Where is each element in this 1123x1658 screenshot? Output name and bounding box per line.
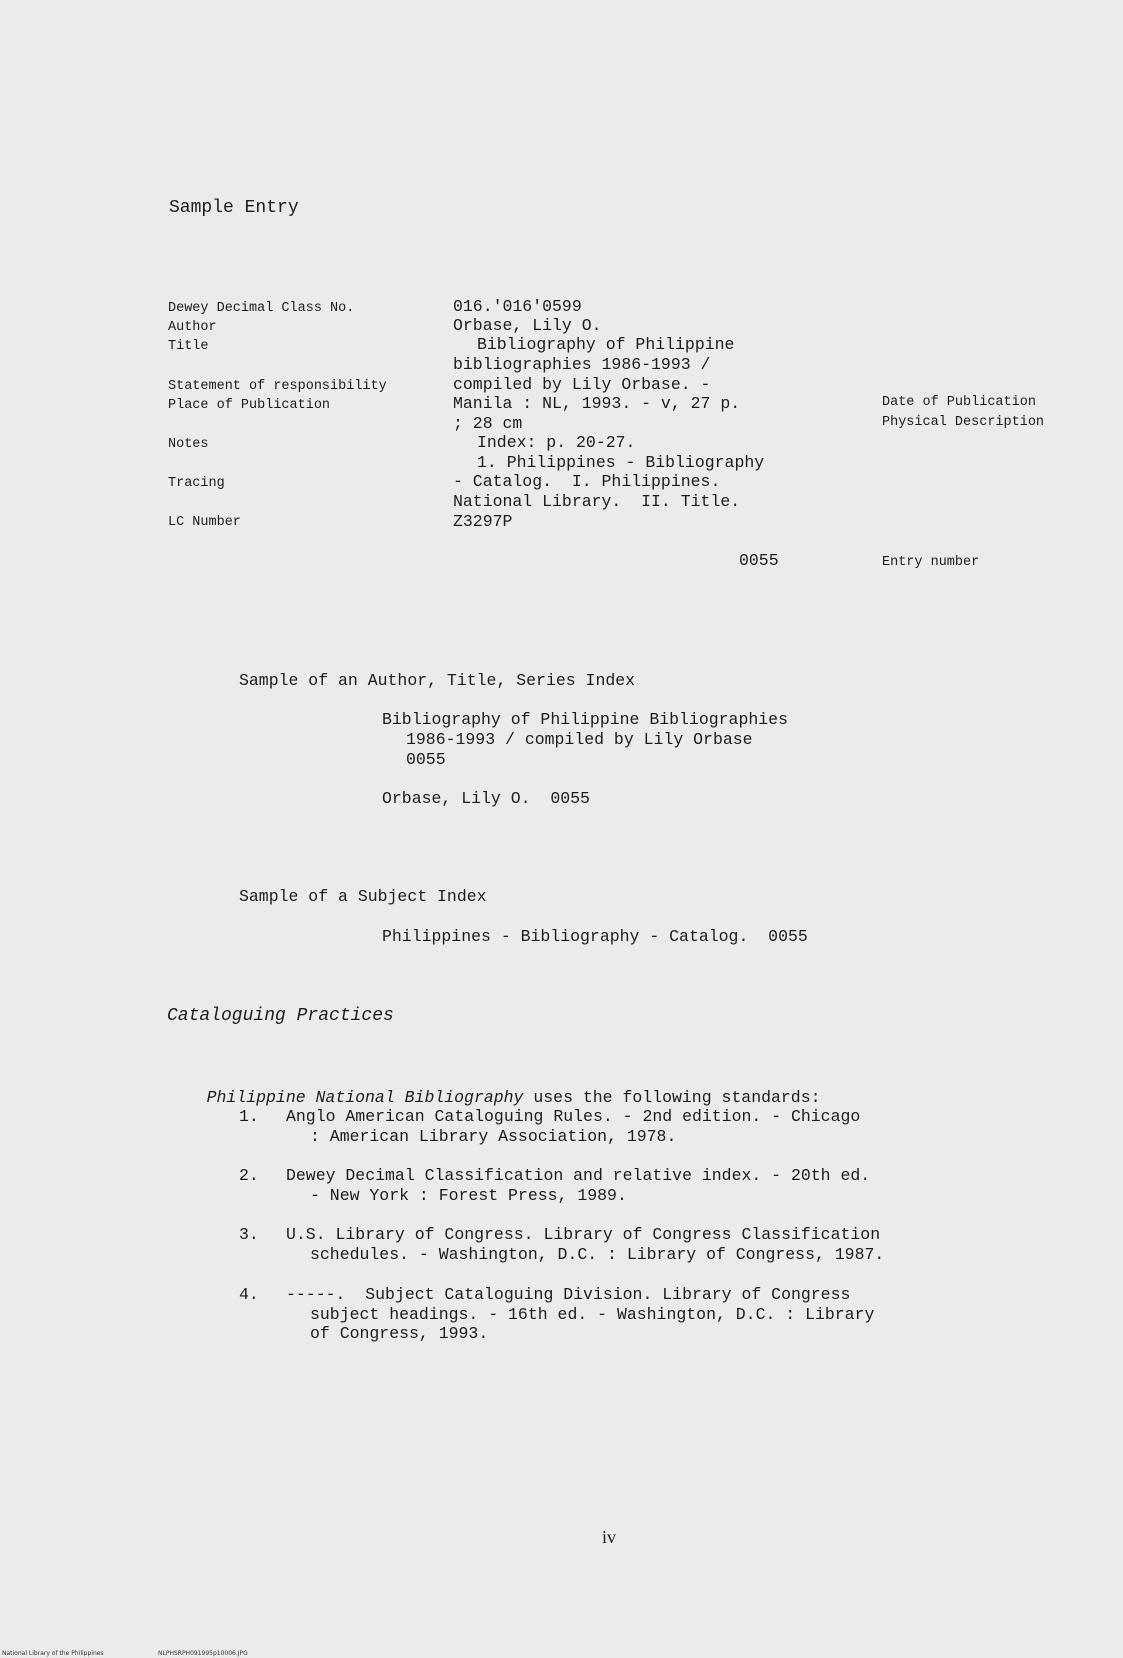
subject-index-line-1: Philippines - Bibliography - Catalog. 0055 bbox=[382, 927, 808, 946]
value-tracing-1: 1. Philippines - Bibliography bbox=[477, 453, 765, 472]
standard-4-line-2: subject headings. - 16th ed. - Washington, D.C. : Library bbox=[310, 1305, 875, 1324]
standard-4-line-3: of Congress, 1993. bbox=[310, 1324, 489, 1343]
value-physical: ; 28 cm bbox=[453, 414, 523, 433]
sample-entry-heading: Sample Entry bbox=[169, 198, 299, 218]
label-tracing: Tracing bbox=[168, 476, 225, 491]
cataloguing-heading: Cataloguing Practices bbox=[167, 1006, 394, 1026]
standard-3-line-1: U.S. Library of Congress. Library of Congress Classification bbox=[286, 1225, 881, 1244]
standard-4-line-1: -----. Subject Cataloguing Division. Library of Congress bbox=[286, 1285, 851, 1304]
author-index-line-4: Orbase, Lily O. 0055 bbox=[382, 789, 590, 808]
standard-1-line-2: : American Library Association, 1978. bbox=[310, 1127, 677, 1146]
value-statement: compiled by Lily Orbase. - bbox=[453, 375, 711, 394]
subject-index-heading: Sample of a Subject Index bbox=[239, 887, 487, 906]
author-index-line-2: 1986-1993 / compiled by Lily Orbase bbox=[406, 730, 753, 749]
standard-2-number: 2. bbox=[239, 1166, 259, 1185]
footer-left: National Library of the Philippines bbox=[2, 1650, 104, 1657]
value-lc: Z3297P bbox=[453, 512, 513, 531]
value-notes: Index: p. 20-27. bbox=[477, 433, 636, 452]
bleed-through bbox=[900, 260, 1100, 960]
value-author: Orbase, Lily O. bbox=[453, 316, 602, 335]
footer-right: NLPHSRPH091995p10006.JPG bbox=[158, 1650, 248, 1657]
page-number: iv bbox=[602, 1527, 617, 1547]
label-entry-number: Entry number bbox=[882, 555, 980, 570]
standard-4-number: 4. bbox=[239, 1285, 259, 1304]
value-tracing-3: National Library. II. Title. bbox=[453, 492, 741, 511]
standard-2-line-2: - New York : Forest Press, 1989. bbox=[310, 1186, 627, 1205]
label-author: Author bbox=[168, 320, 217, 335]
author-index-line-1: Bibliography of Philippine Bibliographies bbox=[382, 710, 788, 729]
standard-3-number: 3. bbox=[239, 1225, 259, 1244]
label-statement: Statement of responsibility bbox=[168, 379, 387, 394]
label-date-of-publication: Date of Publication bbox=[882, 395, 1036, 410]
cataloguing-intro-rest: uses the following standards: bbox=[523, 1088, 821, 1107]
label-dewey: Dewey Decimal Class No. bbox=[168, 301, 355, 316]
label-place: Place of Publication bbox=[168, 398, 331, 413]
value-title-2: bibliographies 1986-1993 / bbox=[453, 355, 711, 374]
standard-3-line-2: schedules. - Washington, D.C. : Library of Congress, 1987. bbox=[310, 1245, 885, 1264]
cataloguing-intro-title: Philippine National Bibliography bbox=[206, 1088, 524, 1107]
standard-1-line-1: Anglo American Cataloguing Rules. - 2nd edition. - Chicago bbox=[286, 1107, 861, 1126]
author-index-line-3: 0055 bbox=[406, 750, 446, 769]
value-entry-number: 0055 bbox=[739, 551, 779, 570]
label-lc: LC Number bbox=[168, 515, 241, 530]
value-dewey: 016.'016'0599 bbox=[453, 297, 582, 316]
value-title-1: Bibliography of Philippine bbox=[477, 335, 735, 354]
standard-2-line-1: Dewey Decimal Classification and relative index. - 20th ed. bbox=[286, 1166, 871, 1185]
standard-1-number: 1. bbox=[239, 1107, 259, 1126]
label-notes: Notes bbox=[168, 437, 209, 452]
label-title: Title bbox=[168, 339, 209, 354]
value-place: Manila : NL, 1993. - v, 27 p. bbox=[453, 394, 741, 413]
author-index-heading: Sample of an Author, Title, Series Index bbox=[239, 671, 636, 690]
value-tracing-2: - Catalog. I. Philippines. bbox=[453, 472, 721, 491]
label-physical-description: Physical Description bbox=[882, 415, 1045, 430]
